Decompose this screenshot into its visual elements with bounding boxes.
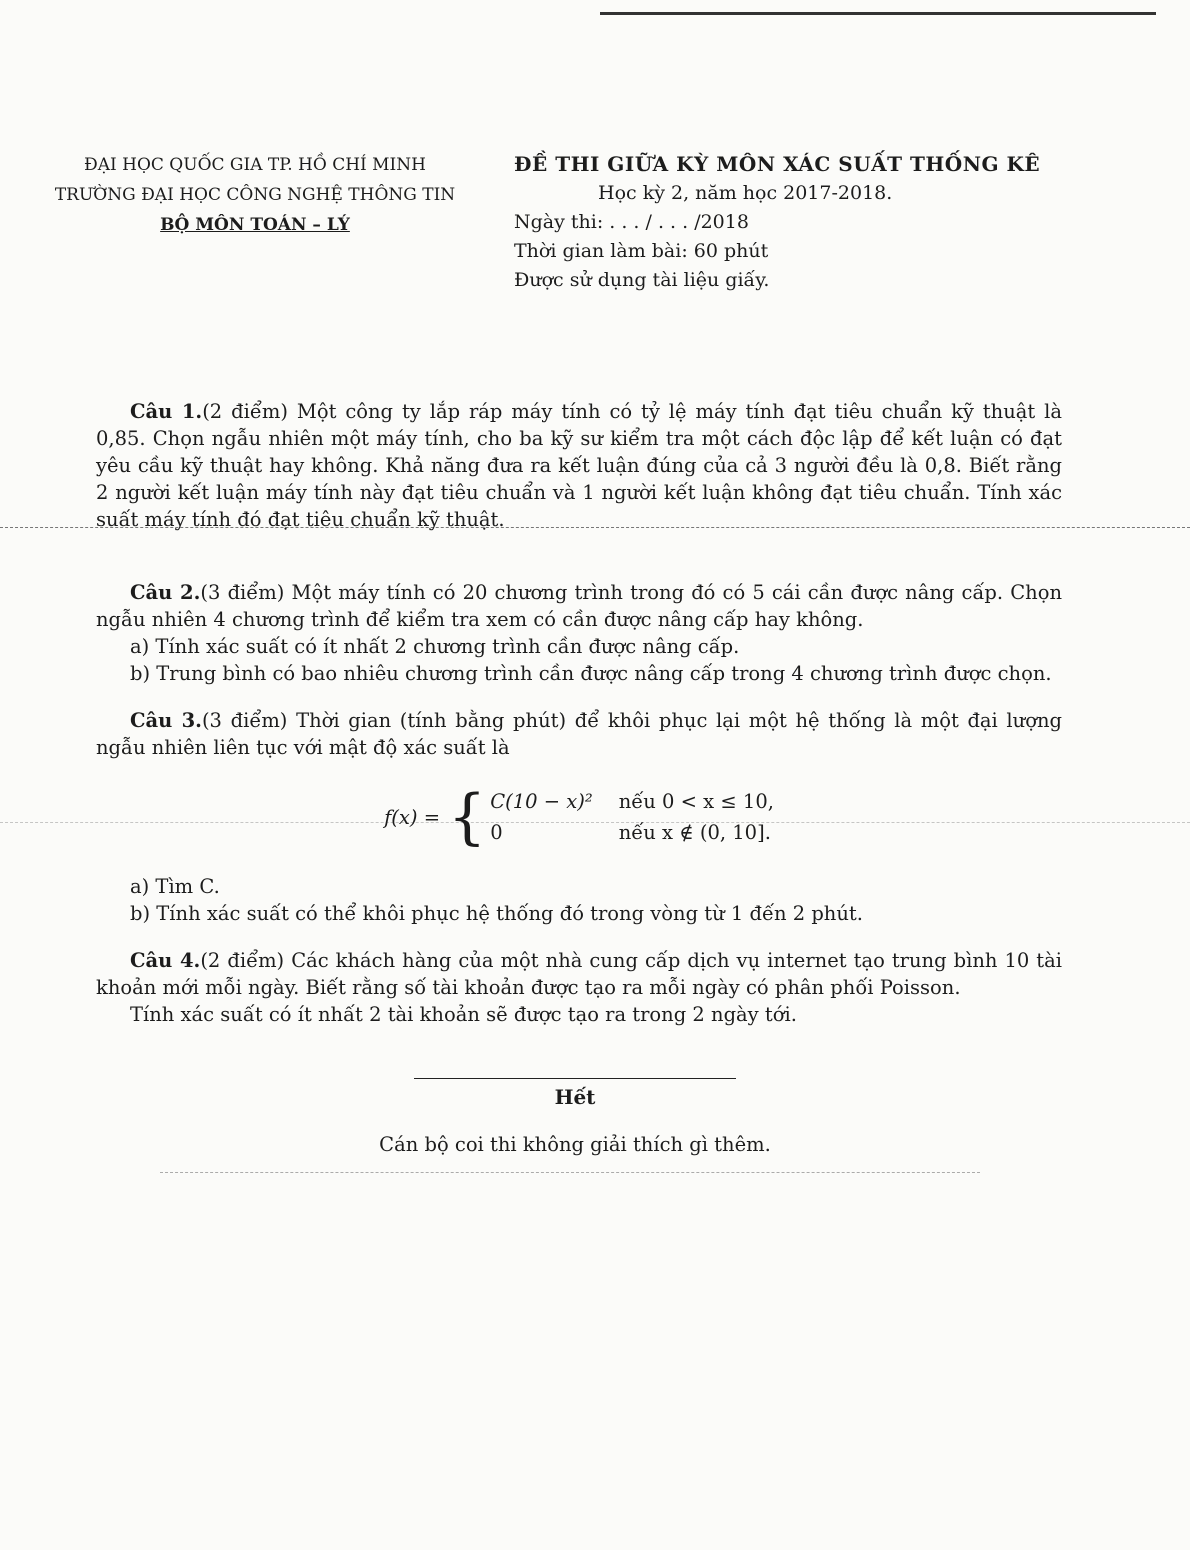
question-1-body: Một công ty lắp ráp máy tính có tỷ lệ máy tính đạt tiêu chuẩn kỹ thuật là 0,85. Chọn ngẫu nhiên một máy tính, cho ba kỹ sư kiểm tra một cách độc lập để kết luận có đạt yêu cầu kỹ thuật hay không. Khả năng đưa ra kết luận đúng của cả 3 người đều là 0,8. Biết rằng 2 người kết luận máy tính này đạt tiêu chuẩn và 1 người kết luận không đạt tiêu chuẩn. Tính xác suất máy tính đó đạt tiêu chuẩn kỹ thuật.	[96, 400, 1063, 531]
question-4-points: (2 điểm)	[200, 949, 285, 972]
formula-case-2-cond: nếu x ∉ (0, 10].	[618, 821, 771, 844]
question-2-label: Câu 2.	[130, 581, 201, 604]
proctor-note: Cán bộ coi thi không giải thích gì thêm.	[379, 1133, 771, 1156]
question-3	[96, 707, 1062, 927]
question-1	[96, 398, 1062, 533]
exam-title: ĐỀ THI GIỮA KỲ MÔN XÁC SUẤT THỐNG KÊ	[514, 152, 1041, 176]
question-4-text	[96, 947, 1062, 1001]
exam-questions	[96, 398, 1062, 1048]
exam-date: Ngày thi: . . . / . . . /2018	[514, 211, 749, 233]
density-formula	[96, 782, 1062, 852]
formula-case-2-expr: 0	[490, 821, 503, 844]
question-1-points: (2 điểm)	[202, 400, 288, 423]
scan-artifact-dashed-line	[160, 1172, 980, 1173]
question-4-label: Câu 4.	[130, 949, 201, 972]
question-2-part-a: a) Tính xác suất có ít nhất 2 chương trình cần được nâng cấp.	[130, 635, 740, 658]
end-label: Hết	[554, 1085, 596, 1109]
question-4	[96, 947, 1062, 1028]
question-1-label: Câu 1.	[130, 400, 203, 423]
question-3-part-a: a) Tìm C.	[130, 875, 220, 898]
question-3-points: (3 điểm)	[201, 709, 288, 732]
formula-brace: {	[448, 782, 487, 852]
header-institution	[40, 150, 470, 240]
exam-semester: Học kỳ 2, năm học 2017-2018.	[598, 182, 893, 204]
question-2-points: (3 điểm)	[200, 581, 285, 604]
university-name: ĐẠI HỌC QUỐC GIA TP. HỒ CHÍ MINH	[84, 155, 426, 175]
question-3-part-b: b) Tính xác suất có thể khôi phục hệ thống đó trong vòng từ 1 đến 2 phút.	[130, 902, 863, 925]
department-name: BỘ MÔN TOÁN – LÝ	[160, 215, 350, 235]
question-2-part-b: b) Trung bình có bao nhiêu chương trình cần được nâng cấp trong 4 chương trình được chọn.	[130, 662, 1052, 685]
scan-artifact-top-line	[600, 12, 1156, 15]
question-2-body: Một máy tính có 20 chương trình trong đó có 5 cái cần được nâng cấp. Chọn ngẫu nhiên 4 chương trình để kiểm tra xem có cần được nâng cấp hay không.	[96, 581, 1063, 631]
question-1-text	[96, 398, 1062, 533]
school-name: TRƯỜNG ĐẠI HỌC CÔNG NGHỆ THÔNG TIN	[54, 185, 456, 205]
question-3-label: Câu 3.	[130, 709, 202, 732]
question-3-body: Thời gian (tính bằng phút) để khôi phục lại một hệ thống là một đại lượng ngẫu nhiên liên tục với mật độ xác suất là	[96, 709, 1063, 759]
formula-lhs: f(x) =	[384, 805, 441, 829]
question-4-text-2: Tính xác suất có ít nhất 2 tài khoản sẽ được tạo ra trong 2 ngày tới.	[130, 1003, 797, 1026]
question-3-text	[96, 707, 1062, 761]
end-divider	[414, 1078, 736, 1079]
question-4-body: Các khách hàng của một nhà cung cấp dịch vụ internet tạo trung bình 10 tài khoản mới mỗi ngày. Biết rằng số tài khoản được tạo ra mỗi ngày có phân phối Poisson.	[96, 949, 1063, 999]
question-2-text	[96, 579, 1062, 633]
exam-materials: Được sử dụng tài liệu giấy.	[514, 269, 770, 291]
formula-case-1-cond: nếu 0 < x ≤ 10,	[618, 790, 774, 813]
formula-cases	[490, 788, 774, 846]
formula-case-1-expr: C(10 − x)²	[490, 790, 593, 813]
question-2	[96, 579, 1062, 687]
header-exam-info	[514, 150, 1074, 295]
exam-duration: Thời gian làm bài: 60 phút	[514, 240, 769, 262]
